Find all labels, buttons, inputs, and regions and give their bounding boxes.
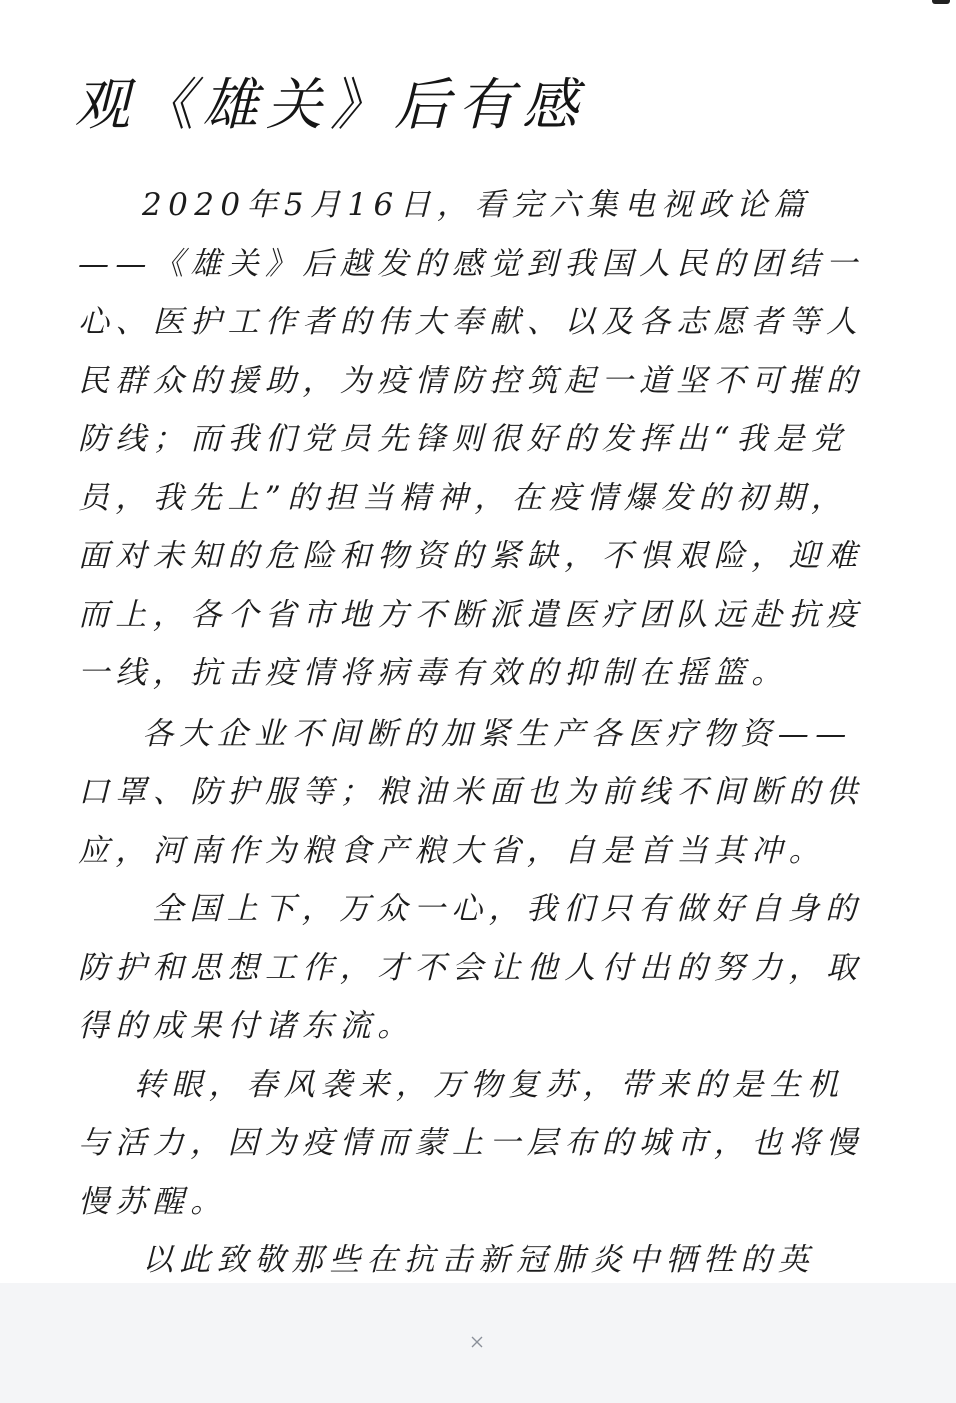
paragraph-1: 2020年5月16日，看完六集电视政论篇——《雄关》后越发的感觉到我国人民的团结一心、医护工作者的伟大奉献、以及各志愿者等人民群众的援助，为疫情防控筑起一道坚不可摧的防线；而我们党员先锋则很好的发挥出“我是党员，我先上”的担当精神，在疫情爆发的初期，面对未知的危险和物资的紧缺，不惧艰险，迎难而上，各个省市地方不断派遣医疗团队远赴抗疫一线，抗击疫情将病毒有效的抑制在摇篮。 <box>78 187 864 691</box>
document-body <box>78 176 878 1348</box>
paragraph-5: 以此致敬那些在抗击新冠肺炎中牺牲的英 <box>142 1242 816 1278</box>
paragraph-4: 转眼，春风袭来，万物复苏，带来的是生机与活力，因为疫情而蒙上一层布的城市，也将慢慢苏醒。 <box>78 1066 864 1220</box>
paragraph-2: 各大企业不间断的加紧生产各医疗物资——口罩、防护服等；粮油米面也为前线不间断的供应，河南作为粮食产粮大省，自是首当其冲。 <box>78 715 864 869</box>
close-icon[interactable] <box>469 1334 485 1350</box>
corner-mark <box>932 0 950 4</box>
paragraph-3: 全国上下，万众一心，我们只有做好自身的防护和思想工作，才不会让他人付出的努力，取得的成果付诸东流。 <box>78 891 864 1044</box>
document-title: 观《雄关》后有感 <box>74 73 586 138</box>
